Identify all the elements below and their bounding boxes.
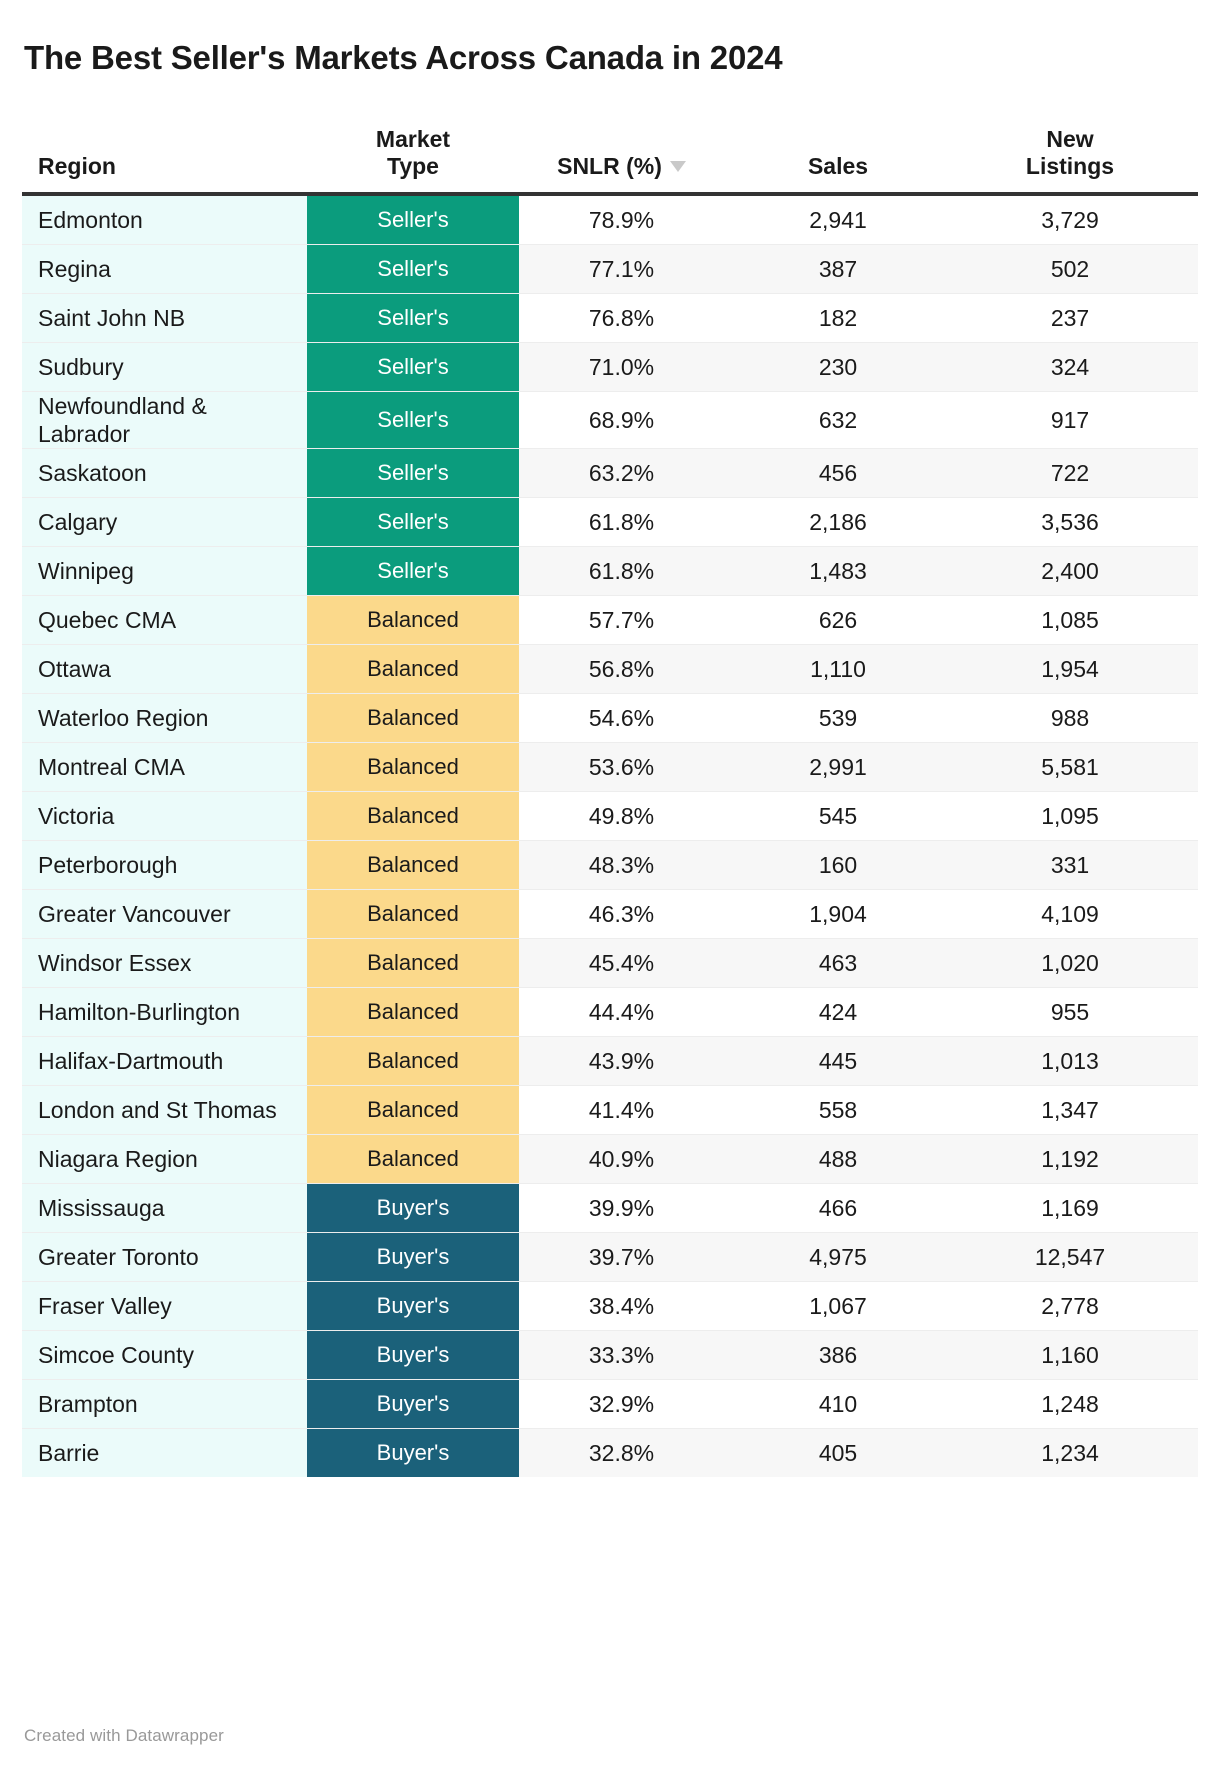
cell-sales: 1,110: [734, 645, 956, 694]
cell-region: London and St Thomas: [22, 1086, 307, 1135]
cell-sales: 545: [734, 792, 956, 841]
cell-new-listings: 324: [956, 342, 1198, 391]
cell-sales: 1,483: [734, 547, 956, 596]
table-row: [22, 391, 1198, 448]
cell-market-type: Balanced: [307, 988, 519, 1037]
cell-snlr: 39.9%: [519, 1184, 734, 1233]
cell-sales: 445: [734, 1037, 956, 1086]
table-row: [22, 194, 1198, 245]
table-row: [22, 1233, 1198, 1282]
cell-region: Saskatoon: [22, 449, 307, 498]
page-title: The Best Seller's Markets Across Canada in 2024: [24, 39, 783, 77]
table-row: [22, 342, 1198, 391]
cell-snlr: 49.8%: [519, 792, 734, 841]
cell-market-type: Buyer's: [307, 1233, 519, 1282]
column-header-snlr[interactable]: [519, 126, 734, 194]
cell-new-listings: 1,248: [956, 1380, 1198, 1429]
cell-snlr: 43.9%: [519, 1037, 734, 1086]
table-body: [22, 194, 1198, 1477]
table-row: [22, 645, 1198, 694]
cell-new-listings: 1,192: [956, 1135, 1198, 1184]
cell-new-listings: 2,778: [956, 1282, 1198, 1331]
table-row: [22, 988, 1198, 1037]
cell-sales: 410: [734, 1380, 956, 1429]
column-header-new-listings-line1: New: [1046, 125, 1094, 152]
column-header-sales[interactable]: [734, 126, 956, 194]
cell-new-listings: 2,400: [956, 547, 1198, 596]
cell-region: Greater Vancouver: [22, 890, 307, 939]
cell-new-listings: 4,109: [956, 890, 1198, 939]
table-row: [22, 547, 1198, 596]
column-header-market-type-line1: Market: [375, 125, 451, 152]
cell-sales: 424: [734, 988, 956, 1037]
cell-snlr: 40.9%: [519, 1135, 734, 1184]
cell-new-listings: 722: [956, 449, 1198, 498]
table-row: [22, 1429, 1198, 1478]
table-row: [22, 449, 1198, 498]
cell-snlr: 33.3%: [519, 1331, 734, 1380]
sort-descending-icon[interactable]: [670, 161, 686, 172]
cell-region: Simcoe County: [22, 1331, 307, 1380]
cell-region: Mississauga: [22, 1184, 307, 1233]
cell-market-type: Balanced: [307, 841, 519, 890]
cell-snlr: 68.9%: [519, 391, 734, 448]
cell-snlr: 46.3%: [519, 890, 734, 939]
cell-sales: 2,186: [734, 498, 956, 547]
cell-sales: 626: [734, 596, 956, 645]
cell-snlr: 61.8%: [519, 547, 734, 596]
cell-snlr: 78.9%: [519, 194, 734, 245]
cell-new-listings: 988: [956, 694, 1198, 743]
cell-sales: 182: [734, 293, 956, 342]
cell-snlr: 76.8%: [519, 293, 734, 342]
cell-market-type: Seller's: [307, 244, 519, 293]
cell-new-listings: 1,095: [956, 792, 1198, 841]
table-row: [22, 1037, 1198, 1086]
table-row: [22, 939, 1198, 988]
cell-snlr: 44.4%: [519, 988, 734, 1037]
cell-new-listings: 12,547: [956, 1233, 1198, 1282]
table-header-row: [22, 126, 1198, 194]
cell-market-type: Balanced: [307, 596, 519, 645]
cell-new-listings: 3,536: [956, 498, 1198, 547]
cell-new-listings: 1,169: [956, 1184, 1198, 1233]
cell-market-type: Buyer's: [307, 1331, 519, 1380]
cell-market-type: Balanced: [307, 694, 519, 743]
cell-region: Calgary: [22, 498, 307, 547]
cell-market-type: Seller's: [307, 449, 519, 498]
cell-snlr: 32.9%: [519, 1380, 734, 1429]
table-row: [22, 1086, 1198, 1135]
cell-market-type: Seller's: [307, 498, 519, 547]
cell-sales: 539: [734, 694, 956, 743]
table-row: [22, 1331, 1198, 1380]
table-row: [22, 293, 1198, 342]
cell-region: Victoria: [22, 792, 307, 841]
cell-market-type: Balanced: [307, 1086, 519, 1135]
cell-region: Niagara Region: [22, 1135, 307, 1184]
cell-sales: 2,941: [734, 194, 956, 245]
cell-snlr: 56.8%: [519, 645, 734, 694]
cell-sales: 387: [734, 244, 956, 293]
cell-market-type: Balanced: [307, 939, 519, 988]
cell-snlr: 54.6%: [519, 694, 734, 743]
markets-table: [22, 126, 1198, 1477]
table-row: [22, 841, 1198, 890]
cell-new-listings: 1,020: [956, 939, 1198, 988]
cell-new-listings: 5,581: [956, 743, 1198, 792]
cell-region: Halifax-Dartmouth: [22, 1037, 307, 1086]
cell-sales: 1,904: [734, 890, 956, 939]
column-header-new-listings-line2: Listings: [1025, 152, 1115, 179]
cell-region: Barrie: [22, 1429, 307, 1478]
cell-snlr: 77.1%: [519, 244, 734, 293]
cell-new-listings: 3,729: [956, 194, 1198, 245]
cell-sales: 386: [734, 1331, 956, 1380]
cell-sales: 2,991: [734, 743, 956, 792]
cell-snlr: 63.2%: [519, 449, 734, 498]
cell-sales: 466: [734, 1184, 956, 1233]
cell-market-type: Balanced: [307, 792, 519, 841]
cell-region: Peterborough: [22, 841, 307, 890]
cell-market-type: Buyer's: [307, 1380, 519, 1429]
cell-market-type: Buyer's: [307, 1282, 519, 1331]
cell-new-listings: 502: [956, 244, 1198, 293]
cell-market-type: Balanced: [307, 645, 519, 694]
cell-region: Regina: [22, 244, 307, 293]
cell-region: Newfoundland & Labrador: [22, 391, 307, 448]
table-row: [22, 1282, 1198, 1331]
table-row: [22, 890, 1198, 939]
cell-sales: 558: [734, 1086, 956, 1135]
cell-market-type: Seller's: [307, 547, 519, 596]
cell-sales: 405: [734, 1429, 956, 1478]
column-header-market-type[interactable]: [307, 126, 519, 194]
cell-market-type: Balanced: [307, 743, 519, 792]
cell-market-type: Seller's: [307, 293, 519, 342]
column-header-region[interactable]: [22, 126, 307, 194]
cell-sales: 1,067: [734, 1282, 956, 1331]
column-header-sales-label: Sales: [807, 152, 869, 179]
cell-sales: 632: [734, 391, 956, 448]
cell-sales: 456: [734, 449, 956, 498]
cell-new-listings: 331: [956, 841, 1198, 890]
cell-region: Montreal CMA: [22, 743, 307, 792]
cell-new-listings: 917: [956, 391, 1198, 448]
cell-region: Greater Toronto: [22, 1233, 307, 1282]
cell-snlr: 48.3%: [519, 841, 734, 890]
cell-region: Quebec CMA: [22, 596, 307, 645]
cell-region: Sudbury: [22, 342, 307, 391]
table-row: [22, 1184, 1198, 1233]
cell-market-type: Balanced: [307, 1037, 519, 1086]
cell-new-listings: 237: [956, 293, 1198, 342]
cell-market-type: Seller's: [307, 391, 519, 448]
cell-region: Brampton: [22, 1380, 307, 1429]
cell-market-type: Seller's: [307, 342, 519, 391]
chart-page: [0, 22, 1220, 1772]
cell-new-listings: 1,085: [956, 596, 1198, 645]
table-row: [22, 1380, 1198, 1429]
table-row: [22, 244, 1198, 293]
cell-sales: 4,975: [734, 1233, 956, 1282]
table-row: [22, 1135, 1198, 1184]
cell-snlr: 39.7%: [519, 1233, 734, 1282]
cell-new-listings: 1,160: [956, 1331, 1198, 1380]
cell-sales: 463: [734, 939, 956, 988]
cell-market-type: Buyer's: [307, 1184, 519, 1233]
attribution-footer: Created with Datawrapper: [24, 1726, 224, 1746]
column-header-snlr-label: SNLR (%): [557, 152, 662, 179]
cell-snlr: 32.8%: [519, 1429, 734, 1478]
cell-sales: 488: [734, 1135, 956, 1184]
cell-sales: 160: [734, 841, 956, 890]
column-header-new-listings[interactable]: [956, 126, 1198, 194]
cell-snlr: 41.4%: [519, 1086, 734, 1135]
cell-snlr: 57.7%: [519, 596, 734, 645]
cell-region: Ottawa: [22, 645, 307, 694]
table-header: [22, 126, 1198, 194]
cell-region: Winnipeg: [22, 547, 307, 596]
cell-region: Waterloo Region: [22, 694, 307, 743]
table-row: [22, 596, 1198, 645]
cell-snlr: 38.4%: [519, 1282, 734, 1331]
cell-snlr: 71.0%: [519, 342, 734, 391]
cell-new-listings: 1,347: [956, 1086, 1198, 1135]
table-row: [22, 694, 1198, 743]
cell-region: Fraser Valley: [22, 1282, 307, 1331]
cell-market-type: Buyer's: [307, 1429, 519, 1478]
column-header-region-label: Region: [38, 152, 116, 179]
cell-region: Windsor Essex: [22, 939, 307, 988]
table-row: [22, 792, 1198, 841]
table-row: [22, 498, 1198, 547]
cell-snlr: 61.8%: [519, 498, 734, 547]
column-header-market-type-line2: Type: [387, 152, 439, 179]
cell-new-listings: 1,234: [956, 1429, 1198, 1478]
cell-new-listings: 1,954: [956, 645, 1198, 694]
cell-new-listings: 955: [956, 988, 1198, 1037]
cell-region: Hamilton-Burlington: [22, 988, 307, 1037]
cell-region: Edmonton: [22, 194, 307, 245]
cell-market-type: Balanced: [307, 890, 519, 939]
cell-region: Saint John NB: [22, 293, 307, 342]
cell-snlr: 45.4%: [519, 939, 734, 988]
cell-sales: 230: [734, 342, 956, 391]
cell-snlr: 53.6%: [519, 743, 734, 792]
table-row: [22, 743, 1198, 792]
cell-market-type: Seller's: [307, 194, 519, 245]
cell-new-listings: 1,013: [956, 1037, 1198, 1086]
cell-market-type: Balanced: [307, 1135, 519, 1184]
